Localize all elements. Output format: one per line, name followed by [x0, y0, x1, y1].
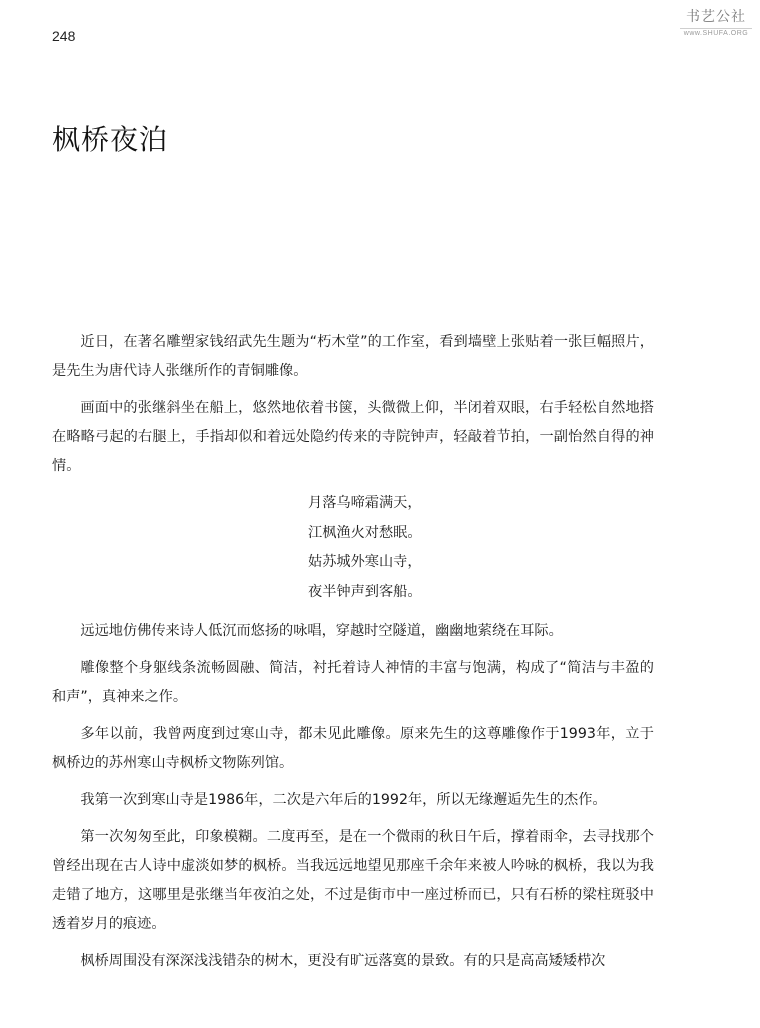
paragraph: 雕像整个身躯线条流畅圆融、简洁，衬托着诗人神情的丰富与饱满，构成了“简洁与丰盈的和声”，真神来之作。	[52, 660, 654, 705]
paragraph: 多年以前，我曾两度到过寒山寺，都未见此雕像。原来先生的这尊雕像作于1993年，立于枫桥边的苏州寒山寺枫桥文物陈列馆。	[52, 726, 654, 771]
article-body	[52, 328, 654, 984]
poem-line: 月落乌啼霜满天，	[308, 495, 422, 511]
poem-line: 夜半钟声到客船。	[308, 583, 422, 600]
paragraph: 第一次匆匆至此，印象模糊。二度再至，是在一个微雨的秋日午后，撑着雨伞，去寻找那个曾经出现在古人诗中虚淡如梦的枫桥。当我远远地望见那座千余年来被人吟咏的枫桥，我以为我走错了地方，这哪里是张继当年夜泊之处，不过是街市中一座过桥而已，只有石桥的梁柱斑驳中透着岁月的痕迹。	[52, 829, 654, 932]
paragraph: 我第一次到寒山寺是1986年，二次是六年后的1992年，所以无缘邂逅先生的杰作。	[80, 792, 607, 808]
poem-line: 江枫渔火对愁眠。	[308, 524, 422, 541]
paragraph: 远远地仿佛传来诗人低沉而悠扬的咏唱，穿越时空隧道，幽幽地萦绕在耳际。	[80, 623, 563, 639]
poem	[308, 489, 654, 607]
page-number: 248	[52, 28, 76, 44]
watermark-logo	[680, 6, 752, 42]
paragraph: 近日，在著名雕塑家钱绍武先生题为“朽木堂”的工作室，看到墙壁上张贴着一张巨幅照片，是先生为唐代诗人张继所作的青铜雕像。	[52, 334, 654, 379]
poem-line: 姑苏城外寒山寺，	[308, 554, 422, 570]
watermark-brand: 书艺公社	[686, 9, 746, 25]
page-title: 枫桥夜泊	[52, 123, 169, 156]
paragraph: 画面中的张继斜坐在船上，悠然地依着书箧，头微微上仰，半闭着双眼，右手轻松自然地搭在略略弓起的右腿上，手指却似和着远处隐约传来的寺院钟声，轻敲着节拍，一副怡然自得的神情。	[52, 400, 654, 474]
paragraph: 枫桥周围没有深深浅浅错杂的树木，更没有旷远落寞的景致。有的只是高高矮矮栉次	[80, 953, 606, 969]
watermark-site: www.SHUFA.ORG	[680, 28, 752, 38]
